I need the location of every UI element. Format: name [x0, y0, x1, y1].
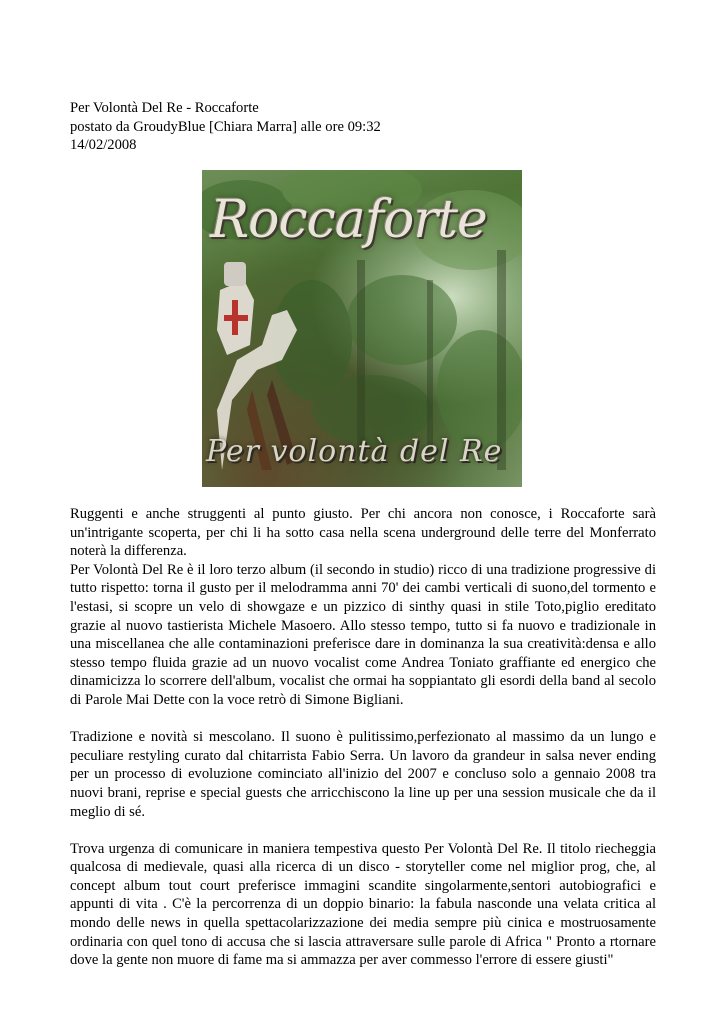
- article-date: 14/02/2008: [70, 137, 137, 153]
- article-header: [70, 99, 381, 155]
- article-byline: postato da GroudyBlue [Chiara Marra] alle ore 09:32: [70, 118, 381, 135]
- paragraph-spacer: [70, 710, 656, 729]
- paragraph: Ruggenti e anche struggenti al punto giusto. Per chi ancora non conosce, i Roccaforte sarà un'intrigante scoperta, per chi li ha sotto casa nella scena underground delle terre del Monferrato noterà la differenza.: [70, 506, 656, 560]
- paragraph: Trova urgenza di comunicare in maniera tempestiva questo Per Volontà Del Re. Il titolo riecheggia qualcosa di medievale, quasi alla ricerca di un disco - storyteller come nel miglior prog, che, al concept album tout court preferisce immagini scandite singolarmente,sentori autobiografici e appunti di vita . C'è la percorrenza di un doppio binario: la fabula nasconde una velata critica al mondo delle news in quella spettacolarizzazione dei media sempre più cinica e mostruosamente ordinaria con quel tono di accusa che si lascia attraversare sulle parole di Africa " Pronto a rtornare dove la gente non muore di fame ma si ammazza per aver commesso l'errore di essere giusti": [70, 840, 656, 969]
- album-cover-image: [202, 170, 522, 487]
- paragraph: Tradizione e novità si mescolano. Il suono è pulitissimo,perfezionato al massimo da un lungo e peculiare restyling curato dal chitarrista Fabio Serra. Un lavoro da grandeur in salsa never ending per un processo di evoluzione cominciato all'inizio del 2007 e concluso solo a gennaio 2008 tra nuovi brani, reprise e special guests che arricchiscono la line up per una session musicale che da il meglio di sé.: [70, 729, 656, 820]
- cover-title: Roccaforte: [210, 190, 487, 250]
- paragraph-spacer: [70, 821, 656, 840]
- article-title: Per Volontà Del Re - Roccaforte: [70, 100, 259, 116]
- paragraph: Per Volontà Del Re è il loro terzo album (il secondo in studio) ricco di una tradizione progressive di tutto rispetto: torna il gusto per il melodramma anni 70' dei cambi verticali di suono,del tormento e l'estasi, si scopre un velo di showgaze e un pizzico di sinthy quasi in stile Toto,piglio ereditato grazie al nuovo tastierista Michele Masoero. Allo stesso tempo, tutto si fa nuovo e tradizionale in una miscellanea che alle contaminazioni preferisce dare in dominanza la sua creatività:densa e allo stesso tempo fluida grazie ad un nuovo vocalist come Andrea Toniato graffiante ed energico che dinamicizza lo scorrere dell'album, vocalist che ormai ha soppiantato gli esordi della band al secolo di Parole Mai Dette con la voce retrò di Simone Bigliani.: [70, 561, 656, 708]
- cover-subtitle: Per volontà del Re: [206, 434, 503, 469]
- article-body: [70, 505, 656, 970]
